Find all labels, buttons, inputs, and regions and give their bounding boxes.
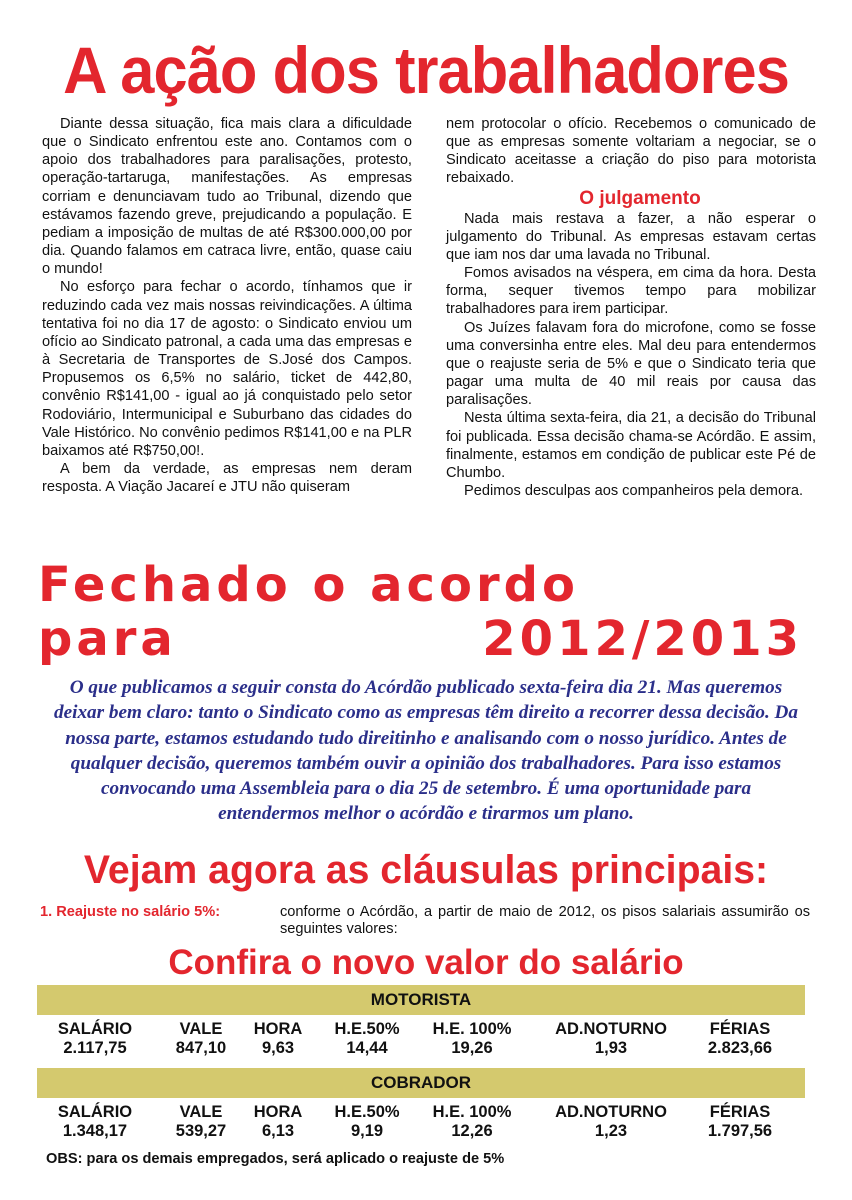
agreement-headline-line2: [38, 612, 803, 666]
clause-text: conforme o Acórdão, a partir de maio de 2012, os pisos salariais assumirão os seguintes valores:: [280, 904, 810, 937]
paragraph: Diante dessa situação, fica mais clara a dificuldade que o Sindicato enfrentou este ano. Contamos com o apoio dos trabalhadores para paralisações, protesto, operação-tartaruga, manifestações. As empresas corriam e denunciavam tudo ao Tribunal, dizendo que estávamos fazendo greve, prejudicando a população. E pediam a imposição de multas de até R$300.000,00 por dia. Quando falamos em catraca livre, então, quase caiu o mundo!: [42, 116, 412, 278]
footnote: OBS: para os demais empregados, será aplicado o reajuste de 5%: [46, 1151, 505, 1167]
paragraph: Pedimos desculpas aos companheiros pela demora.: [464, 482, 804, 499]
left-column: [42, 115, 412, 496]
paragraph: No esforço para fechar o acordo, tínhamos que ir reduzindo cada vez mais nossas reivindicações. A última tentativa foi no dia 17 de agosto: o Sindicato enviou um ofício ao Sindicato patronal, a cada uma das empresas e à Secretaria de Transportes de S.José dos Campos. Propusemos os 6,5% no salário, ticket de 442,80, convênio R$141,00 - igual ao já conquistado pelo setor Rodoviário, Intermunicipal e Suburbano das cidades do Vale Histórico. No convênio pedimos R$141,00 e na PLR baixamos até R$750,00!.: [42, 279, 412, 459]
salary-row-motorista: [37, 1020, 805, 1060]
right-column: [446, 115, 816, 500]
table-cell: H.E.50% 14,44: [334, 1020, 400, 1057]
agreement-headline: [38, 558, 818, 666]
table-cell: VALE 847,10: [175, 1020, 227, 1057]
table-cell: H.E.50% 9,19: [334, 1103, 400, 1140]
table-cell: SALÁRIO 1.348,17: [57, 1103, 133, 1140]
salary-row-cobrador: [37, 1103, 805, 1143]
agreement-headline-line1: Fechado o acordo: [38, 557, 579, 613]
table-cell: SALÁRIO 2.117,75: [57, 1020, 133, 1057]
section-subhead: O julgamento: [579, 187, 701, 209]
paragraph: Fomos avisados na véspera, em cima da hora. Desta forma, sequer tivemos tempo para mobilizar trabalhadores para irem participar.: [446, 265, 816, 318]
table-cell: HORA 9,63: [253, 1020, 303, 1057]
table-header-motorista: MOTORISTA: [37, 985, 805, 1015]
salary-table-title: Confira o novo valor do salário: [168, 943, 684, 982]
agreement-headline-year: 2012/2013: [482, 611, 803, 667]
clauses-title: Vejam agora as cláusulas principais:: [83, 848, 769, 892]
table-cell: FÉRIAS 2.823,66: [707, 1020, 773, 1057]
page-title: A ação dos trabalhadores: [63, 33, 789, 107]
agreement-headline-word: para: [38, 611, 177, 667]
table-cell: AD.NOTURNO 1,93: [555, 1020, 667, 1057]
paragraph: nem protocolar o ofício. Recebemos o comunicado de que as empresas somente voltariam a negociar, se o Sindicato aceitasse a criação do piso para motorista rebaixado.: [446, 116, 816, 187]
table-cell: HORA 6,13: [253, 1103, 303, 1140]
table-header-cobrador: COBRADOR: [37, 1068, 805, 1098]
paragraph: Nada mais restava a fazer, a não esperar o julgamento do Tribunal. As empresas estavam certas que iam nos dar uma lavada no Tribunal.: [446, 210, 816, 263]
paragraph: Os Juízes falavam fora do microfone, como se fosse uma conversinha entre eles. Mal deu para entendermos que o reajuste seria de 5% e que o Sindicato teria que pagar uma multa de 40 mil reais por causa das paralisações.: [446, 319, 816, 409]
intro-text: O que publicamos a seguir consta do Acórdão publicado sexta-feira dia 21. Mas queremos deixar bem claro: tanto o Sindicato como as empresas têm direito a recorrer dessa decisão. Da nossa parte, estamos estudando tudo direitinho e analisando com o nosso jurídico. Antes de qualquer decisão, queremos também ouvir a opinião dos trabalhadores. Para isso estamos convocando uma Assembleia para o dia 25 de setembro. É uma oportunidade para entendermos melhor o acórdão e tirarmos um plano.: [54, 677, 798, 825]
paragraph: A bem da verdade, as empresas nem deram resposta. A Viação Jacareí e JTU não quiseram: [42, 460, 412, 496]
table-cell: AD.NOTURNO 1,23: [555, 1103, 667, 1140]
clause-label: 1. Reajuste no salário 5%:: [40, 904, 221, 920]
table-cell: VALE 539,27: [175, 1103, 227, 1140]
table-cell: FÉRIAS 1.797,56: [707, 1103, 773, 1140]
table-cell: H.E. 100% 19,26: [432, 1020, 512, 1057]
table-cell: H.E. 100% 12,26: [432, 1103, 512, 1140]
paragraph: Nesta última sexta-feira, dia 21, a decisão do Tribunal foi publicada. Essa decisão chama-se Acórdão. E assim, finalmente, estamos em condição de publicar este Pé de Chumbo.: [446, 410, 816, 481]
